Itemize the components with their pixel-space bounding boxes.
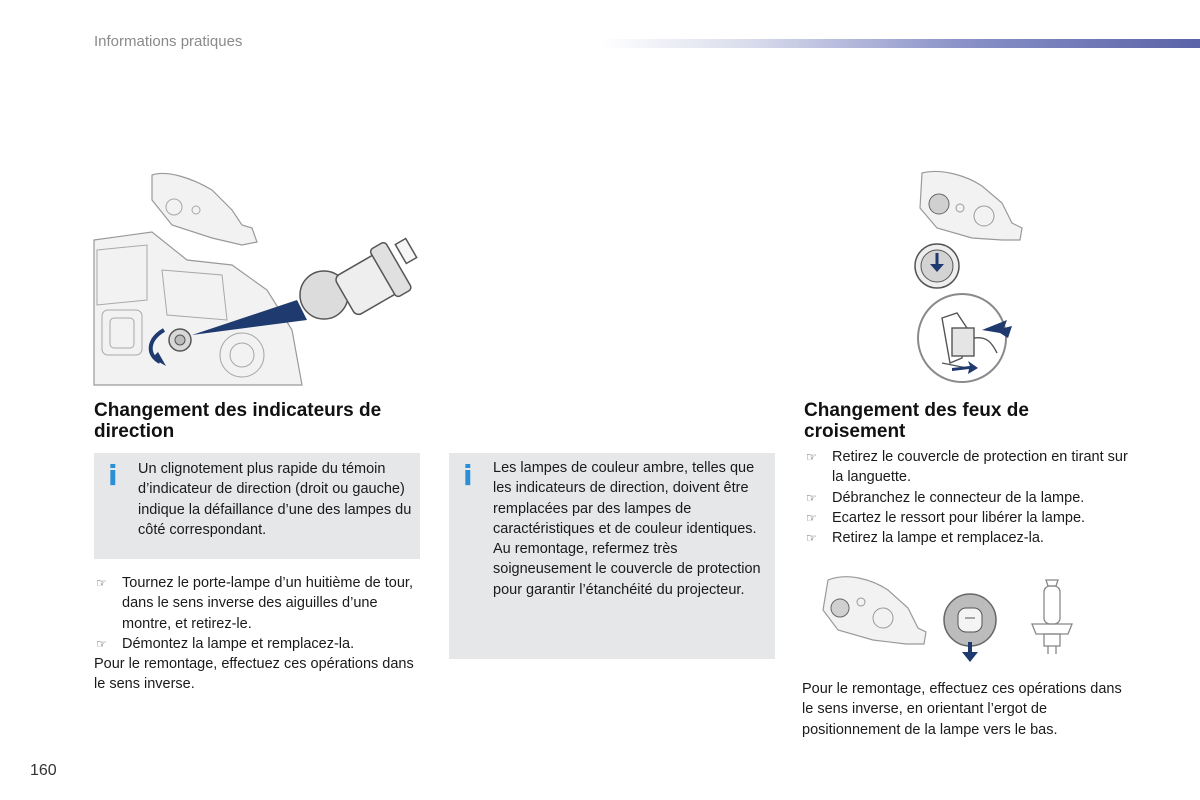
list-item: ☞ Retirez le couvercle de protection en tirant sur la languette. bbox=[806, 449, 1128, 486]
info-icon: i bbox=[108, 459, 118, 492]
indicator-refit-note: Pour le remontage, effectuez ces opérations dans le sens inverse. bbox=[94, 656, 414, 693]
pointing-hand-icon: ☞ bbox=[806, 450, 817, 464]
low-beam-cover-illustration bbox=[912, 168, 1032, 383]
amber-lamps-info-box bbox=[449, 453, 775, 659]
list-item: ☞ Retirez la lampe et remplacez-la. bbox=[804, 528, 1134, 548]
pointing-hand-icon: ☞ bbox=[806, 490, 817, 505]
low-beam-lamp-illustration bbox=[818, 570, 1098, 670]
low-beam-refit-note: Pour le remontage, effectuez ces opérations dans le sens inverse, en orientant l’ergot de positionnement de la lampe vers le bas. bbox=[802, 681, 1122, 738]
pointing-hand-icon: ☞ bbox=[96, 636, 107, 651]
info-icon: i bbox=[463, 459, 473, 492]
indicator-bulb-illustration bbox=[92, 170, 422, 390]
list-item: ☞ Ecartez le ressort pour libérer la lampe. bbox=[804, 508, 1134, 528]
header-gradient-bar bbox=[600, 39, 1200, 48]
indicator-section-title: Changement des indicateurs de direction bbox=[94, 400, 382, 442]
amber-lamps-info-text bbox=[493, 458, 769, 600]
indicator-info-box bbox=[94, 453, 420, 559]
list-item: ☞ Démontez la lampe et remplacez-la. bbox=[94, 634, 424, 654]
pointing-hand-icon: ☞ bbox=[806, 531, 817, 546]
section-header-label: Informations pratiques bbox=[94, 33, 243, 50]
list-item: ☞ Débranchez le connecteur de la lampe. bbox=[804, 488, 1134, 508]
indicator-info-text: Un clignotement plus rapide du témoin d’indicateur de direction (droit ou gauche) indique la défaillance d’une des lampes du côté correspondant. bbox=[138, 461, 412, 538]
low-beam-steps-list bbox=[804, 447, 1134, 548]
info-line: Les lampes de couleur ambre, telles que les indicateurs de direction, doivent être remplacées par des lampes de caractéristiques et de couleur identiques. bbox=[493, 460, 757, 537]
indicator-steps-list bbox=[94, 573, 424, 654]
low-beam-section-title: Changement des feux de croisement bbox=[804, 400, 1029, 442]
pointing-hand-icon: ☞ bbox=[806, 510, 817, 525]
info-line: Au remontage, refermez très soigneusement le couvercle de protection pour garantir l’étanchéité du projecteur. bbox=[493, 541, 761, 598]
pointing-hand-icon: ☞ bbox=[96, 576, 107, 590]
list-item: ☞ Tournez le porte-lampe d’un huitième de tour, dans le sens inverse des aiguilles d’une montre, et retirez-le. bbox=[96, 575, 413, 632]
page-number: 160 bbox=[30, 762, 57, 779]
